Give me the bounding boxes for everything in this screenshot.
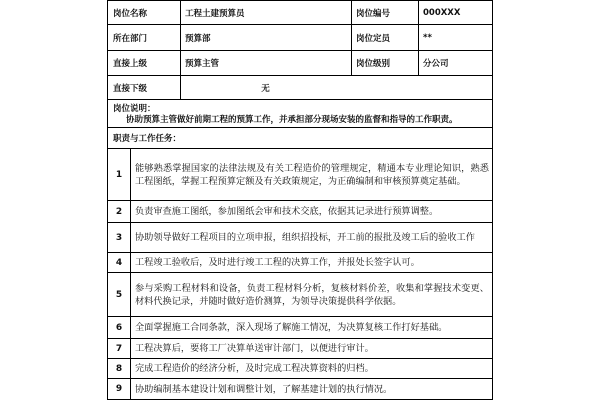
duty-text: 负责审查施工图纸，参加图纸会审和技术交底，依据其记录进行预算调整。	[135, 206, 439, 217]
description-text: 协助预算主管做好前期工程的预算工作，并承担部分现场安装的监督和指导的工作职责。	[126, 115, 458, 125]
headcount-value: **	[423, 32, 432, 43]
supervisor-label: 直接上级	[113, 59, 148, 69]
duty-number: 3	[115, 232, 123, 243]
duty-row	[108, 359, 492, 379]
header-row-department	[108, 25, 492, 51]
duty-row	[108, 273, 492, 317]
duty-row	[108, 253, 492, 273]
duty-text: 工程决算后，要将工厂决算单送审计部门，以便进行审计。	[135, 343, 374, 354]
duty-text: 工程竣工验收后，及时进行竣工工程的决算工作，并报处长签字认可。	[135, 257, 420, 268]
header-row-subordinate	[108, 76, 492, 100]
headcount-label: 岗位定员	[356, 33, 391, 44]
position-code-value: 000XXX	[423, 7, 461, 18]
duty-number: 8	[115, 363, 123, 374]
position-level-label: 岗位级别	[356, 59, 391, 69]
duty-row	[108, 201, 492, 223]
header-row-supervisor	[108, 51, 492, 76]
position-description	[108, 100, 492, 128]
department-label: 所在部门	[113, 33, 148, 44]
duty-text: 参与采购工程材料和设备，负责工程材料分析，复核材料价差，收集和掌握技术变更、材料代换记录，并随时做好造价测算，为领导决策提供科学依据。	[135, 282, 489, 307]
duty-number: 9	[115, 384, 123, 394]
duty-text: 协助领导做好工程项目的立项申报，组织招投标，开工前的报批及竣工后的验收工作	[135, 232, 475, 243]
position-name-label: 岗位名称	[113, 8, 148, 19]
duty-text: 完成工程造价的经济分析，及时完成工程决算资料的归档。	[135, 363, 374, 374]
duty-text: 协助编制基本建设计划和调整计划，了解基建计划的执行情况。	[135, 383, 393, 395]
duty-number: 7	[115, 343, 123, 354]
job-description-table	[107, 0, 493, 400]
duties-title: 职责与工作任务：	[113, 134, 182, 144]
duty-number: 4	[115, 257, 123, 268]
duty-text: 全面掌握施工合同条款，深入现场了解施工情况，为决算复核工作打好基础。	[135, 322, 448, 333]
duty-number: 1	[115, 169, 123, 180]
supervisor-value: 预算主管	[185, 59, 220, 69]
department-value: 预算部	[185, 33, 211, 44]
duty-row	[108, 223, 492, 253]
duty-row	[108, 339, 492, 359]
header-row-position	[108, 0, 492, 25]
duty-number: 5	[115, 289, 123, 300]
duty-row	[108, 379, 492, 400]
duty-number: 6	[115, 322, 123, 333]
duty-row	[108, 149, 492, 201]
duty-number: 2	[115, 206, 123, 217]
description-title: 岗位说明：	[113, 104, 156, 114]
duty-row	[108, 317, 492, 339]
position-level-value: 分公司	[423, 59, 449, 69]
subordinate-label: 直接下级	[113, 83, 148, 94]
position-name-value: 工程土建预算员	[185, 8, 245, 19]
duty-text: 能够熟悉掌握国家的法律法规及有关工程造价的管理规定，精通本专业理论知识，熟悉工程图纸，掌握工程预算定额及有关政策规定，为正确编制和审核预算奠定基础。	[135, 162, 489, 187]
duties-heading-row	[108, 128, 492, 149]
position-code-label: 岗位编号	[356, 8, 391, 19]
subordinate-value: 无	[261, 83, 270, 94]
